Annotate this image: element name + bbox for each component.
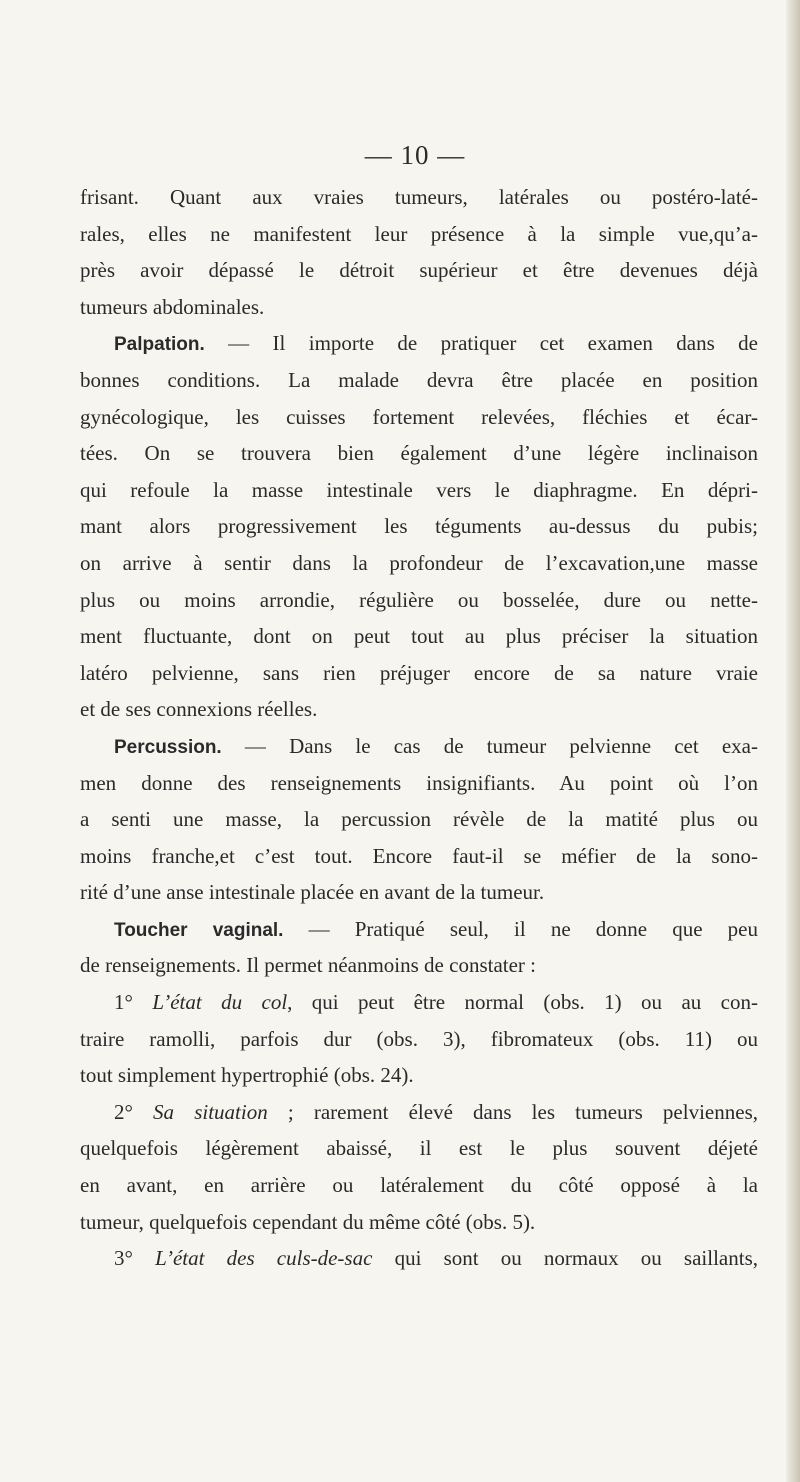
line-text: — Il importe de pratiquer cet examen dans de [204,331,758,356]
line-text: latéro pelvienne, sans rien préjuger encore de sa nature vraie [80,660,758,685]
section-heading: Toucher vaginal. [114,919,284,941]
text-line [80,582,758,619]
text-line [80,1167,758,1204]
text-line [80,1240,758,1277]
line-text: et de ses connexions réelles. [80,697,318,722]
text-line [80,947,758,984]
text-line [80,655,758,692]
text-line [80,362,758,399]
line-text: de renseignements. Il permet néanmoins de constater : [80,953,537,978]
line-text: ment fluctuante, dont on peut tout au plus préciser la situation [80,624,758,649]
text-line [80,508,758,545]
text-line [80,472,758,509]
line-text: gynécologique, les cuisses fortement relevées, fléchies et écar- [80,404,758,429]
italic-text: L’état des culs-de-sac [155,1246,373,1271]
text-line [80,325,758,362]
line-text: quelquefois légèrement abaissé, il est le plus souvent déjeté [80,1136,758,1161]
line-text: a senti une masse, la percussion révèle de la matité plus ou [80,807,758,832]
text-line [80,1021,758,1058]
line-text: 2° [114,1099,154,1124]
body-text [80,179,758,1277]
text-line [80,691,758,728]
line-text: près avoir dépassé le détroit supérieur et être devenues déjà [80,258,758,283]
text-line [80,1094,758,1131]
line-text: 1° [114,990,153,1015]
text-line [80,618,758,655]
line-text: rité d’une anse intestinale placée en avant de la tumeur. [80,880,545,905]
text-line [80,728,758,765]
line-text: moins franche,et c’est tout. Encore faut-il se méfier de la sono- [80,843,758,868]
text-line [80,911,758,948]
text-line [80,545,758,582]
text-line [80,874,758,911]
line-text: frisant. Quant aux vraies tumeurs, latérales ou postéro-laté- [80,185,758,209]
section-heading: Percussion. [114,736,222,758]
text-line [80,801,758,838]
text-line [80,765,758,802]
line-text: tumeur, quelquefois cependant du même côté (obs. 5). [80,1209,536,1234]
text-line [80,1130,758,1167]
line-text: plus ou moins arrondie, régulière ou bosselée, dure ou nette- [80,587,758,612]
line-text: mant alors progressivement les téguments au-dessus du pubis; [80,514,758,539]
italic-text: Sa situation [153,1099,268,1124]
text-line [80,984,758,1021]
text-line [80,216,758,253]
italic-text: L’état du col [152,990,288,1015]
page-edge-shadow [786,0,800,1482]
text-line [80,179,758,216]
page-number: — 10 — [364,140,466,170]
line-text: on arrive à sentir dans la profondeur de l’excavation,une masse [80,550,758,575]
line-text: traire ramolli, parfois dur (obs. 3), fibromateux (obs. 11) ou [80,1026,758,1051]
text-line [80,435,758,472]
text-line [80,1204,758,1241]
text-line [80,399,758,436]
line-text: 3° [114,1246,156,1271]
line-text: bonnes conditions. La malade devra être placée en position [80,367,758,392]
line-text: ; rarement élevé dans les tumeurs pelviennes, [267,1099,758,1124]
line-text: tées. On se trouvera bien également d’une légère inclinaison [80,441,758,466]
line-text: qui refoule la masse intestinale vers le diaphragme. En dépri- [80,477,758,502]
line-text: , qui peut être normal (obs. 1) ou au con- [287,990,758,1015]
line-text: rales, elles ne manifestent leur présence à la simple vue,qu’a- [80,221,758,246]
text-line [80,252,758,289]
text-line [80,289,758,326]
line-text: — Dans le cas de tumeur pelvienne cet exa- [221,733,758,758]
line-text: tumeurs abdominales. [80,294,265,319]
text-line [80,1057,758,1094]
line-text: men donne des renseignements insignifiants. Au point où l’on [80,770,758,795]
line-text: tout simplement hypertrophié (obs. 24). [80,1063,414,1088]
section-heading: Palpation. [114,334,205,356]
line-text: en avant, en arrière ou latéralement du côté opposé à la [80,1173,758,1198]
line-text: — Pratiqué seul, il ne donne que peu [283,916,758,941]
line-text: qui sont ou normaux ou saillants, [372,1246,758,1271]
text-line [80,838,758,875]
